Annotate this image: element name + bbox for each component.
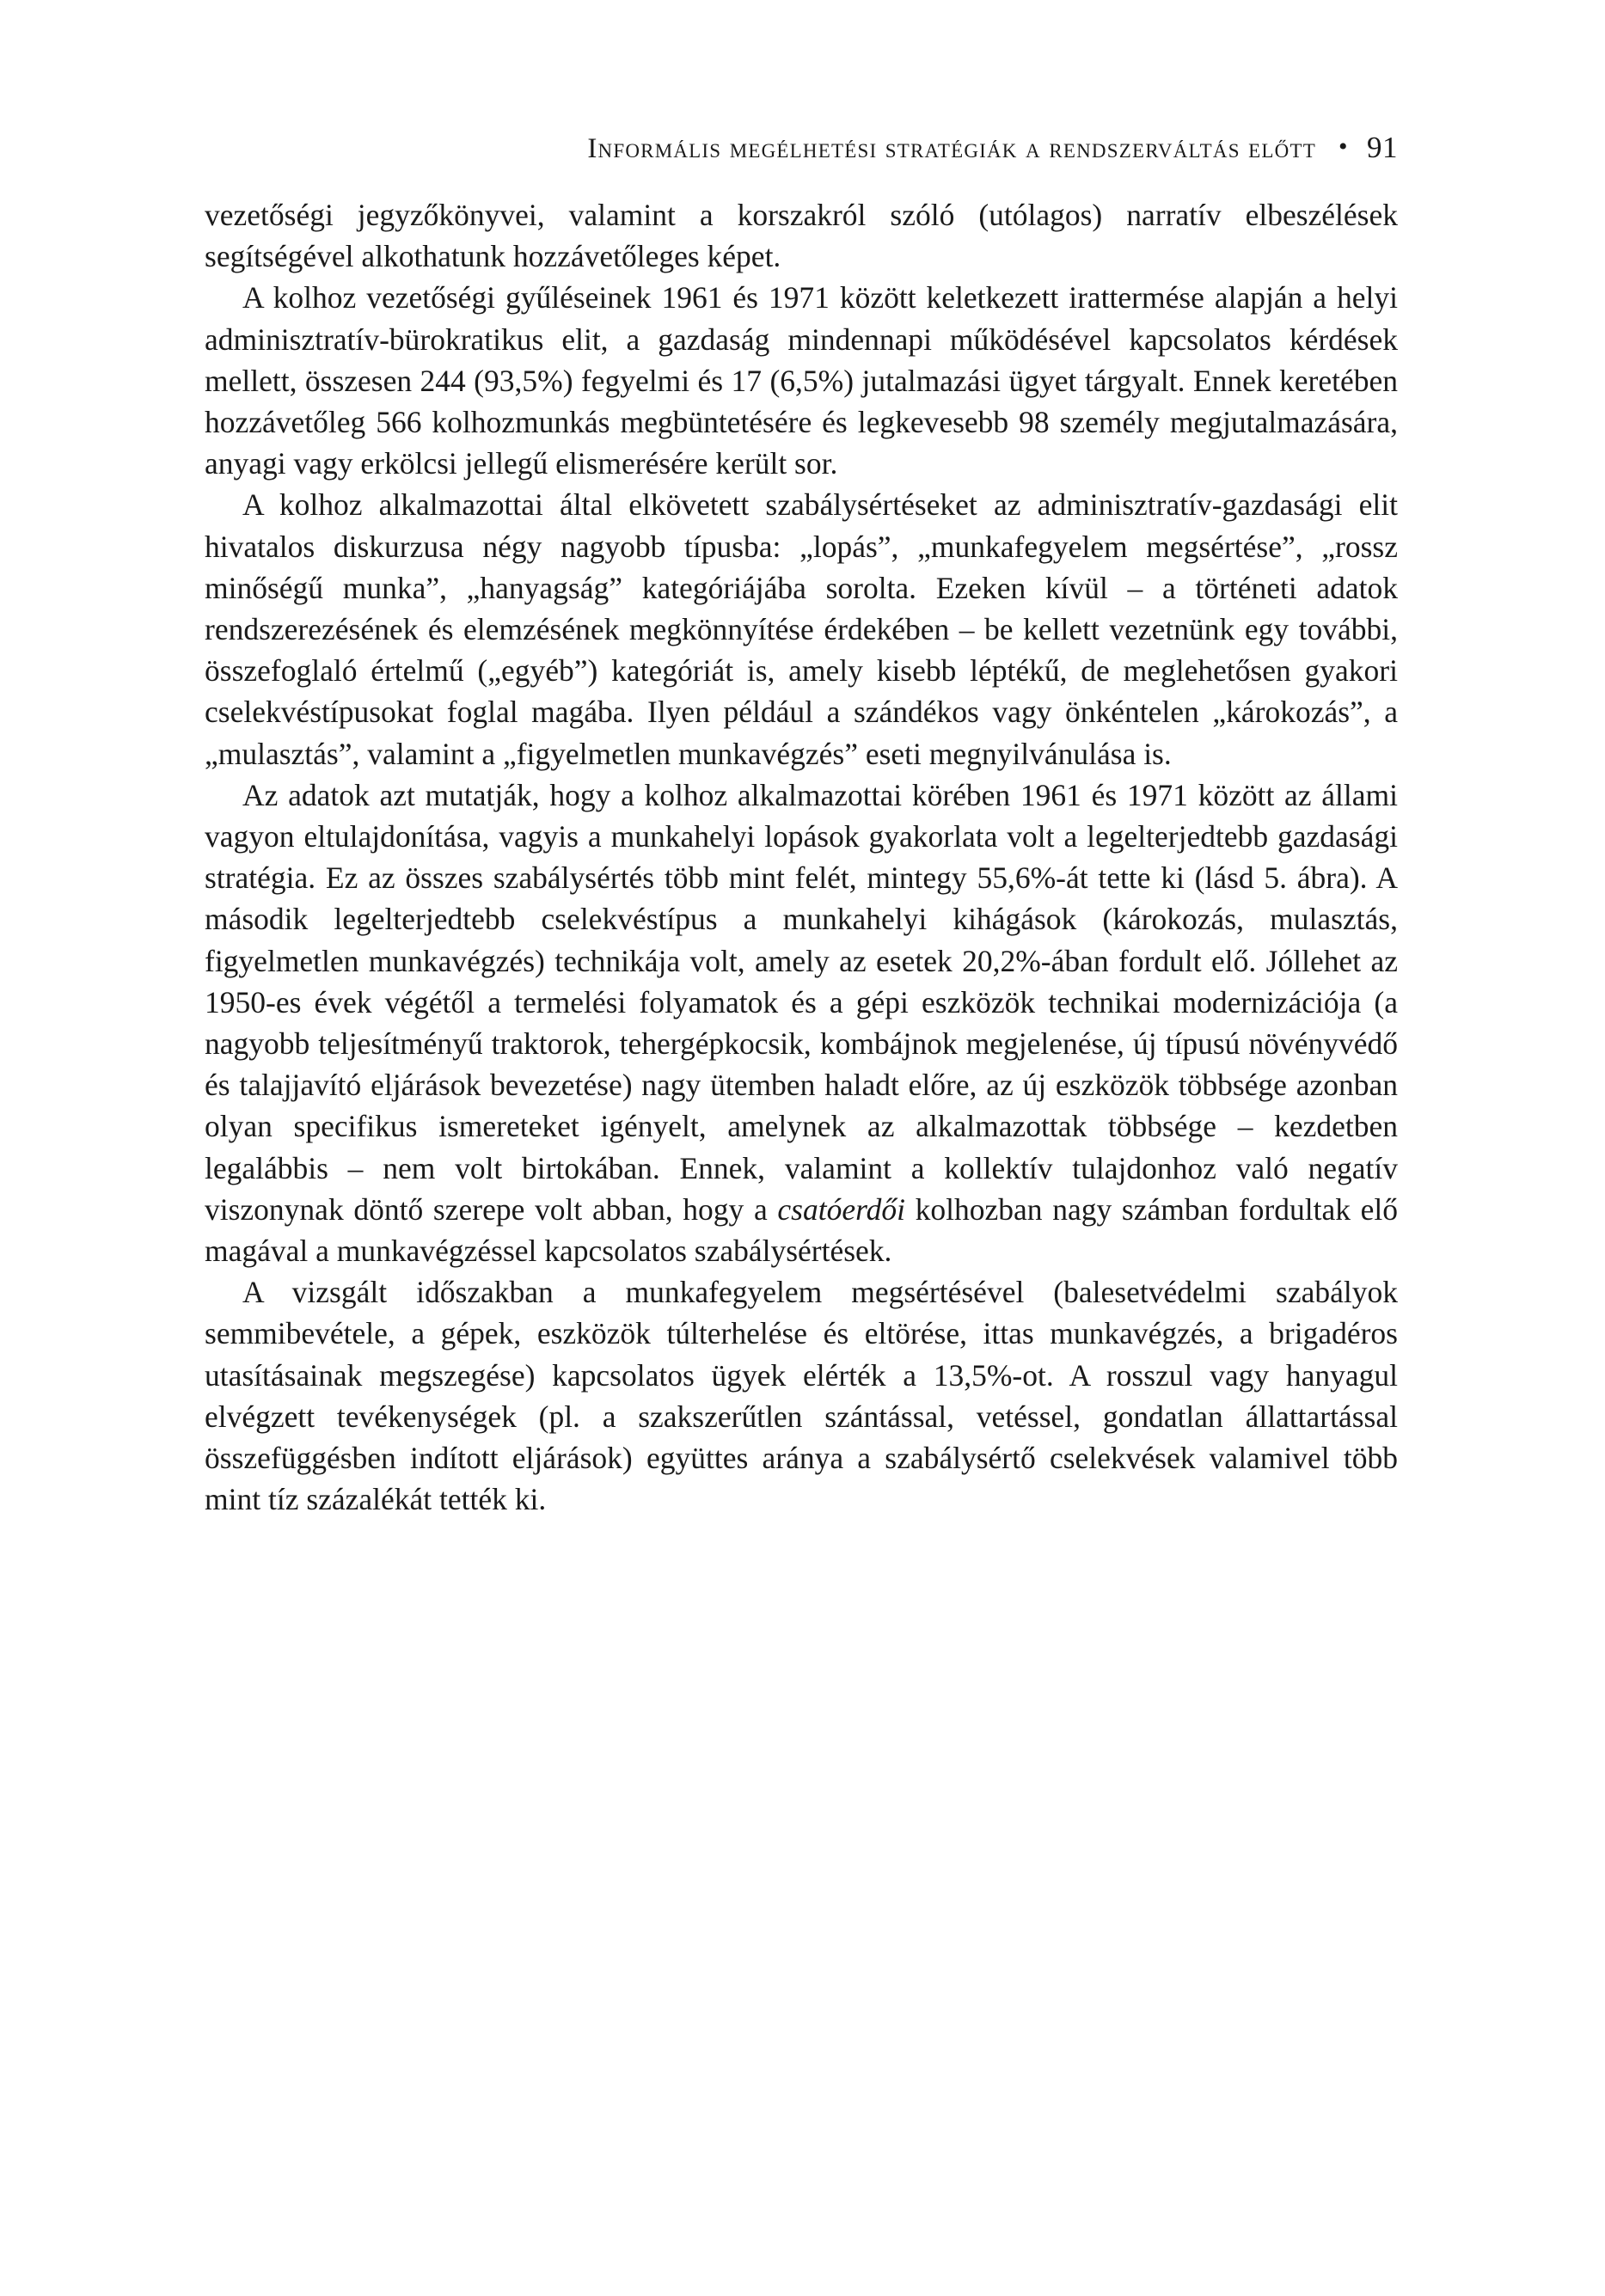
page-number: 91: [1367, 131, 1398, 164]
italic-place-name: csatóerdői: [777, 1191, 905, 1227]
paragraph-4-text: Az adatok azt mutatják, hogy a kolhoz alkalmazottai körében 1961 és 1971 között az állami vagyon eltulajdonítása, vagyis a munkahelyi lopások gyakorlata volt a legelterjedtebb gazdasági stratégia. Ez az összes szabálysértés több mint felét, mintegy 55,6%-át tette ki (lásd 5. ábra). A második legelterjedtebb cselekvéstípus a munkahelyi kihágások (károkozás, mulasztás, figyelmetlen munkavégzés) technikája volt, amely az esetek 20,2%-ában fordult elő. Jóllehet az 1950-es évek végétől a termelési folyamatok és a gépi eszközök technikai modernizációja (a nagyobb teljesítményű traktorok, tehergépkocsik, kombájnok megjelenése, új típusú növényvédő és talajjavító eljárások bevezetése) nagy ütemben haladt előre, az új eszközök többsége azonban olyan specifikus ismereteket igényelt, amelynek az alkalmazottak többsége – kezdetben legalábbis – nem volt birtokában. Ennek, valamint a kollektív tulajdonhoz való negatív viszonynak döntő szerepe volt abban, hogy a: [205, 777, 1398, 1227]
paragraph-1: vezetőségi jegyzőkönyvei, valamint a korszakról szóló (utólagos) narratív elbeszélések segítségével alkothatunk hozzávetőleges képet.: [205, 198, 1398, 274]
bullet-separator: •: [1338, 132, 1348, 161]
paragraph-4-text-after: kolhozban nagy számban fordultak elő magával a munkavégzéssel kapcsolatos szabálysértések.: [205, 1191, 1399, 1269]
paragraph-5: A vizsgált időszakban a munkafegyelem megsértésével (balesetvédelmi szabályok semmibevétele, a gépek, eszközök túlterhelése és eltörése, ittas munkavégzés, a brigadéros utasításainak megszegése) kapcsolatos ügyek elérték a 13,5%-ot. A rosszul vagy hanyagul elvégzett tevékenységek (pl. a szakszerűtlen szántással, vetéssel, gondatlan állattartással összefüggésben indított eljárások) együttes aránya a szabálysértő cselekvések valamivel több mint tíz százalékát tették ki.: [205, 1275, 1398, 1517]
running-head-title: Informális megélhetési stratégiák a rendszerváltás előtt: [587, 133, 1316, 164]
paragraph-4: [205, 775, 1398, 1271]
book-page: [205, 131, 1398, 1521]
body-text: [205, 194, 1398, 1521]
paragraph-2: A kolhoz vezetőségi gyűléseinek 1961 és 1971 között keletkezett irattermése alapján a helyi adminisztratív-bürokratikus elit, a gazdaság mindennapi működésével kapcsolatos kérdések mellett, összesen 244 (93,5%) fegyelmi és 17 (6,5%) jutalmazási ügyet tárgyalt. Ennek keretében hozzávetőleg 566 kolhozmunkás megbüntetésére és legkevesebb 98 személy megjutalmazására, anyagi vagy erkölcsi jellegű elismerésére került sor.: [205, 280, 1398, 481]
running-head: [205, 131, 1398, 165]
paragraph-3: A kolhoz alkalmazottai által elkövetett szabálysértéseket az adminisztratív-gazdasági elit hivatalos diskurzusa négy nagyobb típusba: „lopás”, „munkafegyelem megsértése”, „rossz minőségű munka”, „hanyagság” kategóriájába sorolta. Ezeken kívül – a történeti adatok rendszerezésének és elemzésének megkönnyítése érdekében – be kellett vezetnünk egy további, összefoglaló értelmű („egyéb”) kategóriát is, amely kisebb léptékű, de meglehetősen gyakori cselekvéstípusokat foglal magába. Ilyen például a szándékos vagy önkéntelen „károkozás”, a „mulasztás”, valamint a „figyelmetlen munkavégzés” eseti megnyilvánulása is.: [205, 487, 1398, 771]
